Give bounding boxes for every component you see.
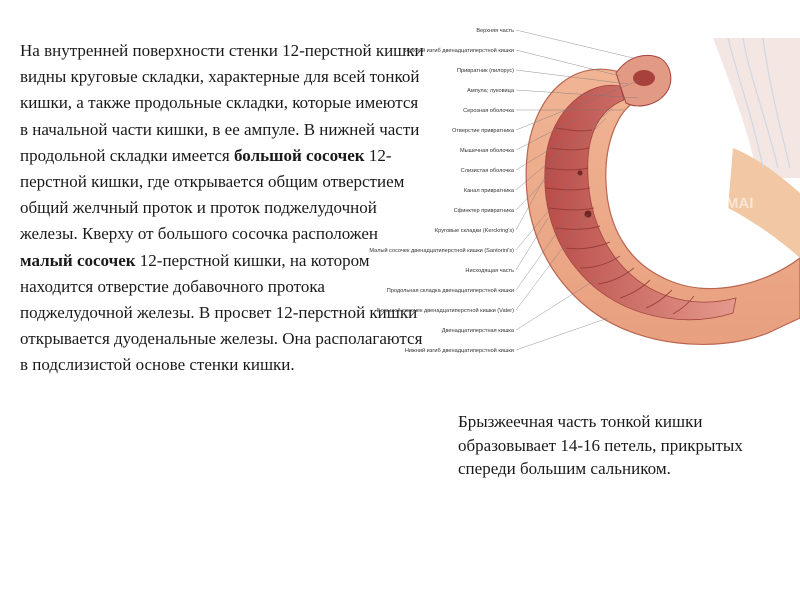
duodenum-anatomy-figure bbox=[369, 18, 800, 378]
main-text-part-3: 12-перстной кишки, на котором находится отверстие добавочного протока поджелудочной железы. В просвет 12-перстной кишки открывается дуоденальные железы. Она располагаются в подслизистой основе стенки кишки. bbox=[20, 250, 423, 375]
figure-label: Сфинктер привратника bbox=[453, 208, 514, 214]
figure-label: Ампула; луковица bbox=[467, 88, 514, 94]
figure-label: Серозная оболочка bbox=[463, 108, 514, 114]
figure-label: Нижний изгиб двенадцатиперстной кишки bbox=[404, 348, 514, 354]
figure-label: Верхний изгиб двенадцатиперстной кишки bbox=[403, 48, 514, 54]
pyloric-opening bbox=[633, 70, 655, 86]
figure-label: Слизистая оболочка bbox=[460, 168, 514, 174]
bold-term-minor-papilla: малый сосочек bbox=[20, 250, 136, 270]
figure-label: Верхняя часть bbox=[476, 28, 514, 34]
figure-label: Большой сосочек двенадцатиперстной кишки (Vater) bbox=[377, 308, 514, 314]
figure-label: Привратник (пилорус) bbox=[457, 68, 514, 74]
figure-label: Мышечная оболочка bbox=[459, 148, 514, 154]
main-text-part-1: На внутренней поверхности стенки 12-перстной кишки видны круговые складки, характерные для всей тонкой кишки, а также продольные складки, которые имеются в начальной части кишки, в ее ампуле. В нижней части продольной складки имеется bbox=[20, 41, 424, 165]
figure-leader-line bbox=[516, 30, 633, 58]
figure-label: Продольная складка двенадцатиперстной кишки bbox=[386, 288, 514, 294]
figure-label: Двенадцатиперстная кишка bbox=[441, 328, 514, 334]
figure-label: Нисходящая часть bbox=[465, 268, 514, 274]
duodenum-illustration bbox=[369, 18, 800, 378]
caption: Брызжеечная часть тонкой кишки образовывает 14-16 петель, прикрытых спереди большим сальником. bbox=[458, 412, 743, 478]
figure-label: Малый сосочек двенадцатиперстной кишки (Santorini's) bbox=[369, 248, 514, 254]
watermark: copyright © IMAI bbox=[634, 195, 754, 212]
figure-label: Круговые складки (Kerckring's) bbox=[434, 228, 514, 234]
figure-leader-line bbox=[516, 318, 608, 350]
figure-label: Отверстие привратника bbox=[452, 128, 514, 134]
bold-term-major-papilla: большой сосочек bbox=[234, 145, 365, 165]
main-paragraph bbox=[20, 38, 425, 379]
figure-label: Канал привратника bbox=[463, 188, 514, 194]
main-text-part-2: 12-перстной кишки, где открывается общим отверстием общий желчный проток и проток поджелудочной железы. Кверху от большого сосочка расположен bbox=[20, 145, 405, 244]
